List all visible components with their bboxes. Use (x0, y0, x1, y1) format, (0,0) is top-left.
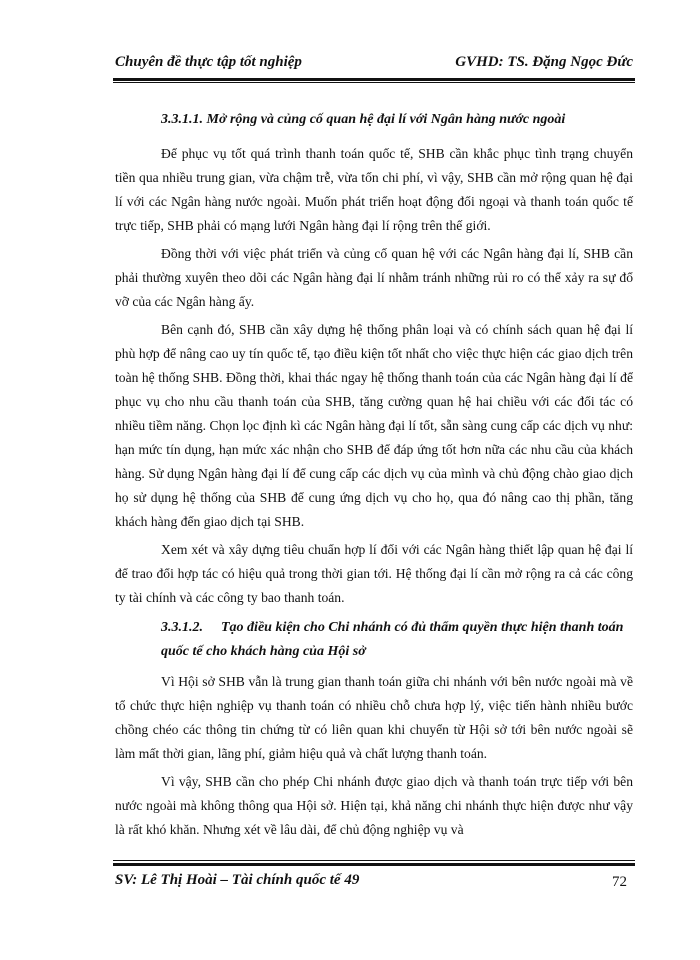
page-header (115, 52, 633, 76)
section-heading-3-3-1-2 (115, 616, 633, 664)
paragraph: Để phục vụ tốt quá trình thanh toán quốc tế, SHB cần khắc phục tình trạng chuyển tiền qua nhiều trung gian, vừa chậm trễ, vừa tốn chi phí, vì vậy, SHB cần mở rộng quan hệ đại lí với các Ngân hàng nước ngoài. Muốn phát triển hoạt động đối ngoại và thanh toán quốc tế trực tiếp, SHB phải có mạng lưới Ngân hàng đại lí rộng trên thế giới. (115, 146, 633, 233)
header-rule-thin (113, 82, 635, 83)
section-heading-3-3-1-1: 3.3.1.1. Mở rộng và củng cố quan hệ đại lí với Ngân hàng nước ngoài (161, 112, 566, 127)
paragraph: Vì vậy, SHB cần cho phép Chi nhánh được giao dịch và thanh toán trực tiếp với bên nước ngoài mà không thông qua Hội sở. Hiện tại, khả năng chi nhánh thực hiện được như vậy là rất khó khăn. Nhưng xét về lâu dài, để chủ động nghiệp vụ và (115, 774, 633, 837)
section-number: 3.3.1.2. (161, 620, 203, 635)
footer-rule-thin (113, 860, 635, 861)
footer-rule-thick (113, 863, 635, 866)
paragraph: Bên cạnh đó, SHB cần xây dựng hệ thống phân loại và có chính sách quan hệ đại lí phù hợp để nâng cao uy tín quốc tế, tạo điều kiện tốt nhất cho việc thực hiện các giao dịch trên toàn hệ thống SHB. Đồng thời, khai thác ngay hệ thống thanh toán của các Ngân hàng đại lí để phục vụ cho nhu cầu thanh toán của SHB, tăng cường quan hệ hai chiều với các đối tác có nhiều tiềm năng. Chọn lọc định kì các Ngân hàng đại lí tốt, sẵn sàng cung cấp các dịch vụ như: hạn mức tín dụng, hạn mức xác nhận cho SHB để đáp ứng tốt hơn nữa các nhu cầu của khách hàng. Sử dụng Ngân hàng đại lí để cung cấp các dịch vụ của mình và chủ động chào giao dịch họ sử dụng hệ thống của SHB để cung ứng dịch vụ cho họ, qua đó nâng cao thị phần, tăng khách hàng đến giao dịch tại SHB. (115, 322, 633, 529)
paragraph: Vì Hội sở SHB vẫn là trung gian thanh toán giữa chi nhánh với bên nước ngoài mà về tổ chức thực hiện nghiệp vụ thanh toán có nhiều chỗ chưa hợp lý, việc tiến hành nhiều bước chồng chéo các thông tin chứng từ có liên quan khi chuyển từ Hội sở tới bên nước ngoài sẽ làm mất thời gian, lãng phí, giảm hiệu quả và chất lượng thanh toán. (115, 674, 633, 761)
page-footer (115, 872, 633, 896)
header-rule-thick (113, 78, 635, 81)
page-number: 72 (612, 874, 627, 890)
section-title: Tạo điều kiện cho Chi nhánh có đủ thẩm quyền thực hiện thanh toán quốc tế cho khách hàng của Hội sở (161, 620, 624, 659)
header-supervisor: GVHD: TS. Đặng Ngọc Đức (455, 54, 633, 70)
page-body (115, 108, 633, 846)
paragraph: Xem xét và xây dựng tiêu chuẩn hợp lí đối với các Ngân hàng thiết lập quan hệ đại lí để trao đổi hợp tác có hiệu quả trong thời gian tới. Hệ thống đại lí cần mở rộng ra cả các công ty tài chính và các công ty bao thanh toán. (115, 542, 633, 605)
header-course-title: Chuyên đề thực tập tốt nghiệp (115, 54, 302, 70)
paragraph: Đồng thời với việc phát triển và củng cố quan hệ với các Ngân hàng đại lí, SHB cần phải thường xuyên theo dõi các Ngân hàng đại lí nhằm tránh những rủi ro có thể xảy ra sự đổ vỡ của các Ngân hàng ấy. (115, 246, 633, 309)
footer-student: SV: Lê Thị Hoài – Tài chính quốc tế 49 (115, 872, 360, 888)
